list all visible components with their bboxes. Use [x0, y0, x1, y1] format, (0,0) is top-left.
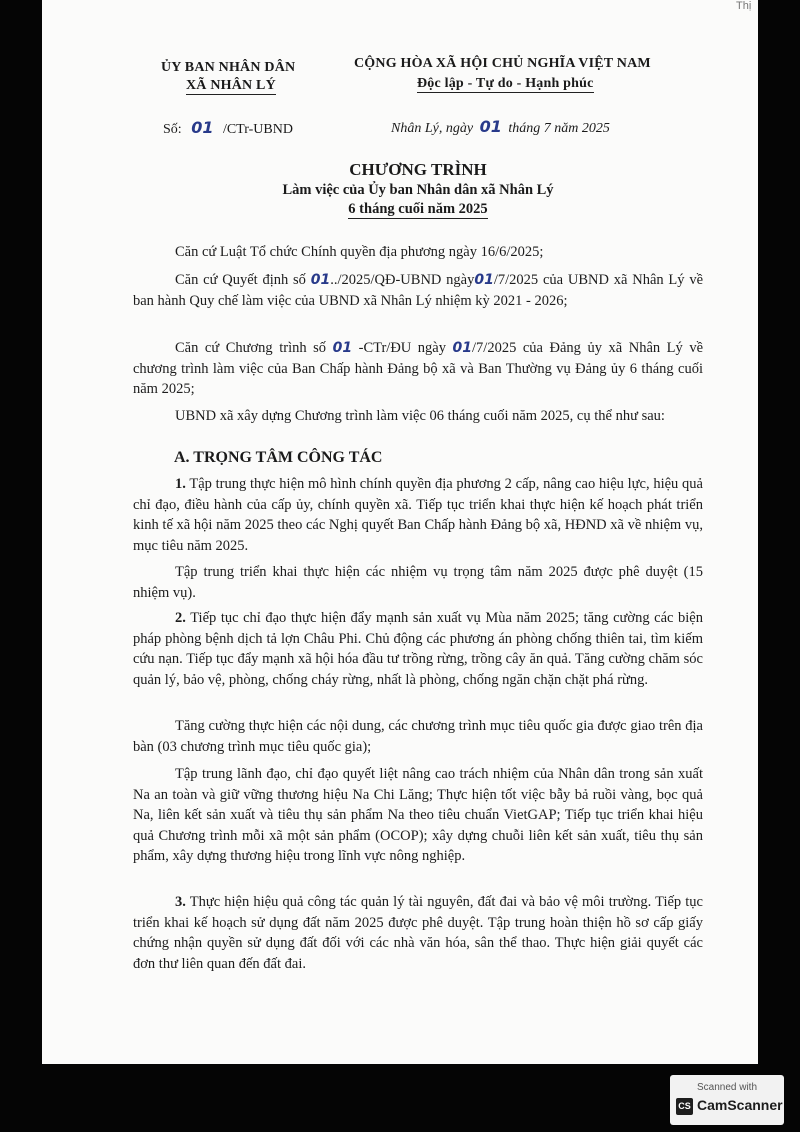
item-2-sub-1: Tăng cường thực hiện các nội dung, các chương trình mục tiêu quốc gia được giao trên địa bàn (03 chương trình mục tiêu quốc gia); [133, 718, 703, 755]
p3-hand-1: 01 [332, 340, 353, 356]
item-1-text: Tập trung thực hiện mô hình chính quyền địa phương 2 cấp, nâng cao hiệu lực, hiệu quả chỉ đạo, điều hành của cấp ủy, chính quyền xã. Tiếp tục triển khai thực hiện kế hoạch phát triển kinh tế xã hội năm 2025 theo các Nghị quyết Ban Chấp hành Đảng bộ xã, HĐND xã về nhiệm vụ, mục tiêu năm 2025. [133, 476, 703, 554]
p3-a: Căn cứ Chương trình số [175, 340, 327, 356]
item-1-sub: Tập trung triển khai thực hiện các nhiệm vụ trọng tâm năm 2025 được phê duyệt (15 nhiệm vụ). [133, 564, 703, 601]
place-date [391, 117, 610, 137]
item-2-number: 2. [175, 610, 186, 626]
preamble-para-3 [133, 338, 703, 400]
corner-mark: Thị [736, 0, 752, 12]
item-1 [133, 474, 703, 556]
motto-text: Độc lập - Tự do - Hạnh phúc [417, 76, 594, 91]
preamble-para-2 [133, 270, 703, 311]
item-2 [133, 608, 703, 690]
doc-title: CHƯƠNG TRÌNH [349, 160, 487, 179]
preamble-para-1: Căn cứ Luật Tổ chức Chính quyền địa phương ngày 16/6/2025; [175, 244, 544, 260]
camscanner-watermark [670, 1075, 784, 1125]
p2-a: Căn cứ Quyết định số [175, 272, 306, 288]
item-3-number: 3. [175, 894, 186, 910]
number-suffix: /CTr-UBND [222, 122, 293, 137]
section-a-heading: A. TRỌNG TÂM CÔNG TÁC [174, 449, 383, 466]
place-date-prefix: Nhân Lý, ngày [391, 121, 474, 136]
number-handwritten: 01 [191, 118, 214, 137]
doc-subtitle: Làm việc của Ủy ban Nhân dân xã Nhân Lý [282, 182, 554, 198]
camscanner-logo-icon: CS [676, 1098, 693, 1115]
preamble-para-4: UBND xã xây dựng Chương trình làm việc 06 tháng cuối năm 2025, cụ thể như sau: [175, 408, 665, 424]
item-2-text: Tiếp tục chỉ đạo thực hiện đẩy mạnh sản xuất vụ Mùa năm 2025; tăng cường các biện pháp phòng bệnh dịch tả lợn Châu Phi. Chủ động các phương án phòng chống thiên tai, tìm kiếm cứu nạn. Tiếp tục đẩy mạnh xã hội hóa đầu tư trồng rừng, trồng cây ăn quả. Tăng cường chăm sóc quản lý, bảo vệ, phòng, chống cháy rừng, nhất là phòng, chống ngăn chặn chặt phá rừng. [133, 610, 703, 688]
item-3-text: Thực hiện hiệu quả công tác quản lý tài nguyên, đất đai và bảo vệ môi trường. Tiếp tục triển khai kế hoạch sử dụng đất năm 2025 được phê duyệt. Tập trung hoàn thiện hồ sơ cấp giấy chứng nhận quyền sử dụng đất đối với các nhà văn hóa, sân thể thao. Thực hiện giải quyết các đơn thư liên quan đến đất đai. [133, 894, 703, 972]
item-1-number: 1. [175, 476, 186, 492]
document-number [163, 118, 293, 138]
day-handwritten: 01 [479, 117, 502, 136]
item-3 [133, 892, 703, 974]
org-name-line2-text: XÃ NHÂN LÝ [186, 78, 276, 93]
org-name-line1: ỦY BAN NHÂN DÂN [161, 60, 296, 75]
p2-c: /7/2025 của UBND xã Nhân Lý về ban hành Quy chế làm việc của UBND xã Nhân Lý nhiệm kỳ 2021 - 2026; [133, 272, 704, 309]
org-name-line2 [186, 78, 276, 94]
doc-subtitle-period [133, 201, 703, 218]
p3-hand-2: 01 [452, 340, 473, 356]
doc-subtitle-period-text: 6 tháng cuối năm 2025 [348, 201, 488, 217]
p2-hand-2: 01 [474, 272, 494, 288]
p3-b: -CTr/ĐU ngày [358, 340, 446, 356]
number-prefix: Số: [163, 122, 182, 137]
country-name: CỘNG HÒA XÃ HỘI CHỦ NGHĨA VIỆT NAM [354, 56, 651, 71]
item-2-sub-2: Tập trung lãnh đạo, chỉ đạo quyết liệt nâng cao trách nhiệm của Nhân dân trong sản xuất Na an toàn và giữ vững thương hiệu Na Chi Lăng; Thực hiện tốt việc bẫy bả ruồi vàng, bọc quả Na, liên kết sản xuất và tiêu thụ sản phẩm Na theo tiêu chuẩn VietGAP; Tiếp tục triển khai hiệu quả Chương trình mỗi xã một sản phẩm (OCOP); xây dựng chuỗi liên kết sản xuất, tiêu thụ sản phẩm, xây dựng thương hiệu trong lĩnh vực nông nghiệp. [133, 766, 703, 864]
scanned-with-label: Scanned with [696, 1082, 758, 1093]
p2-hand-1: 01 [310, 272, 331, 288]
motto [417, 76, 594, 92]
place-date-suffix: tháng 7 năm 2025 [508, 121, 610, 136]
p2-b: ../2025/QĐ-UBND ngày [330, 272, 475, 288]
camscanner-name: CamScanner [697, 1097, 783, 1113]
p3-c: /7/2025 của Đảng ủy xã Nhân Lý về chương trình làm việc của Ban Chấp hành Đảng bộ xã và Ban Thường vụ Đảng ủy 6 tháng cuối năm 2025; [133, 340, 704, 397]
